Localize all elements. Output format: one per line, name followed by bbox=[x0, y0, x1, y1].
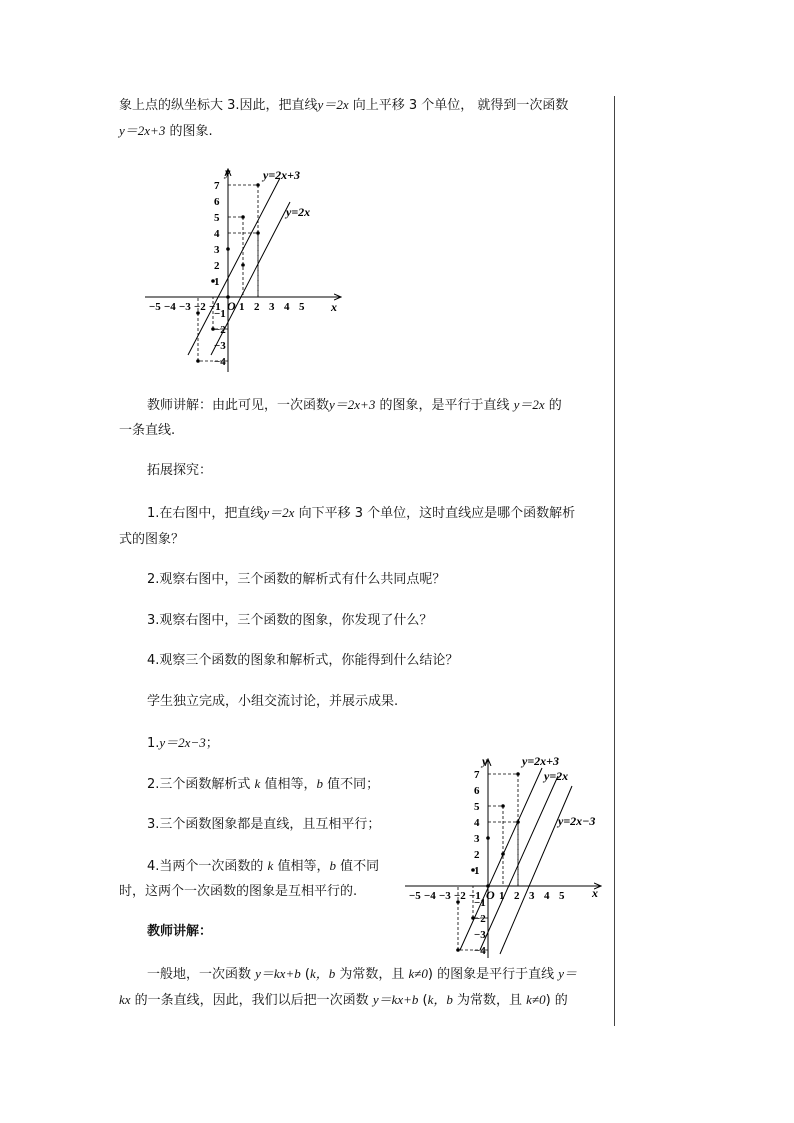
text-segment: ) 的 bbox=[545, 993, 568, 1008]
text-segment: ( bbox=[418, 993, 428, 1008]
text-segment: ； bbox=[205, 736, 219, 751]
text-segment: 一条直线. bbox=[119, 423, 176, 438]
text-segment: ) 的图象是平行于直线 bbox=[427, 967, 559, 982]
text-segment: 的一条直线，因此，我们以后把一次函数 bbox=[130, 993, 373, 1008]
answer-2 bbox=[147, 774, 379, 795]
text-segment: 的 bbox=[544, 398, 562, 413]
answer-4-line-1 bbox=[147, 856, 379, 877]
text-segment: 为常数，且 bbox=[335, 967, 409, 982]
condition: k≠0 bbox=[526, 992, 546, 1007]
y-tick-label: −1 bbox=[474, 897, 486, 909]
text-segment: 向上平移 3 个单位， 就得到一次函数 bbox=[348, 98, 569, 113]
x-tick-label: −5 bbox=[149, 301, 161, 313]
equation: y＝2x bbox=[317, 97, 349, 112]
text-segment: 值不同； bbox=[322, 777, 380, 792]
question-1-line-2: 式的图象？ bbox=[119, 532, 185, 547]
line-label-y-2x-plus-3: y=2x+3 bbox=[263, 168, 301, 182]
x-tick-label: −3 bbox=[439, 890, 451, 902]
y-tick-label: 2 bbox=[214, 260, 220, 272]
plotted-point bbox=[456, 948, 460, 952]
variables: k，b bbox=[309, 966, 336, 981]
text-segment: 值不同 bbox=[335, 859, 380, 874]
x-tick-label: 2 bbox=[254, 301, 260, 313]
y-tick-label: −3 bbox=[474, 929, 486, 941]
plotted-point bbox=[501, 852, 505, 856]
y-tick-label: −4 bbox=[474, 945, 486, 957]
origin-label: O bbox=[227, 299, 236, 313]
origin-label: O bbox=[486, 888, 495, 902]
graph-figure-2 bbox=[400, 750, 615, 960]
y-tick-label: 6 bbox=[474, 785, 480, 797]
x-tick-label: −4 bbox=[164, 301, 176, 313]
answer-4-line-2: 时，这两个一次函数的图象是互相平行的. bbox=[119, 884, 358, 899]
line-label-y-2x: y=2x bbox=[544, 769, 569, 783]
equation: y＝2x bbox=[513, 397, 545, 412]
question-4: 4.观察三个函数的图象和解析式，你能得到什么结论？ bbox=[147, 653, 459, 668]
variable-k: k bbox=[267, 858, 274, 873]
teacher-explanation-line-1 bbox=[147, 395, 562, 416]
plotted-point bbox=[256, 231, 260, 235]
x-tick-label: −5 bbox=[409, 890, 421, 902]
plotted-point bbox=[241, 263, 245, 267]
y-axis-label: y bbox=[225, 165, 231, 179]
conclusion-line-1 bbox=[147, 964, 577, 985]
graph-figure-1 bbox=[140, 160, 355, 375]
condition: k≠0 bbox=[408, 966, 428, 981]
y-tick-label: 1 bbox=[474, 865, 480, 877]
x-tick-label: 2 bbox=[514, 890, 520, 902]
x-tick-label: 5 bbox=[559, 890, 565, 902]
y-tick-label: −1 bbox=[214, 308, 226, 320]
conclusion-line-2 bbox=[119, 990, 568, 1011]
text-segment: 1.在右图中，把直线 bbox=[147, 506, 264, 521]
equation: y＝ bbox=[558, 966, 578, 981]
x-tick-label: −2 bbox=[454, 890, 466, 902]
equation: kx bbox=[119, 992, 131, 1007]
line-label-y-2x: y=2x bbox=[286, 205, 311, 219]
line-y-2x-minus-3 bbox=[500, 786, 572, 954]
plotted-point bbox=[241, 215, 245, 219]
answer-1 bbox=[147, 733, 219, 754]
y-axis-label: y bbox=[482, 754, 488, 768]
y-tick-label: 3 bbox=[474, 833, 480, 845]
plotted-point bbox=[501, 804, 505, 808]
y-tick-label: −4 bbox=[214, 356, 226, 368]
line-label-y-2x-minus-3: y=2x−3 bbox=[558, 814, 596, 828]
x-axis-label: x bbox=[592, 886, 598, 900]
text-segment: ( bbox=[300, 967, 310, 982]
x-tick-label: 1 bbox=[239, 301, 245, 313]
extension-title: 拓展探究： bbox=[147, 463, 213, 478]
question-2: 2.观察右图中，三个函数的解析式有什么共同点呢？ bbox=[147, 572, 446, 587]
y-tick-label: 3 bbox=[214, 244, 220, 256]
text-segment: 为常数，且 bbox=[452, 993, 527, 1008]
plotted-point bbox=[196, 359, 200, 363]
x-tick-label: 3 bbox=[529, 890, 535, 902]
x-tick-label: −3 bbox=[179, 301, 191, 313]
equation: y＝kx+b bbox=[372, 992, 419, 1007]
x-tick-label: 1 bbox=[499, 890, 505, 902]
answer-3: 3.三个函数图象都是直线，且互相平行； bbox=[147, 817, 381, 832]
line-y-2x bbox=[480, 776, 558, 950]
x-tick-label: −4 bbox=[424, 890, 436, 902]
equation: y＝kx+b bbox=[255, 966, 301, 981]
x-tick-label: 3 bbox=[269, 301, 275, 313]
equation: y＝2x+3 bbox=[119, 123, 166, 138]
text-segment: 向下平移 3 个单位，这时直线应是哪个函数解析 bbox=[294, 506, 576, 521]
line-y-2x-plus-3 bbox=[188, 178, 280, 355]
text-segment: 的图象. bbox=[165, 124, 213, 139]
variables: k，b bbox=[427, 992, 453, 1007]
x-tick-label: 4 bbox=[544, 890, 550, 902]
y-tick-label: 1 bbox=[214, 276, 220, 288]
text-segment: 教师讲解：由此可见，一次函数 bbox=[147, 398, 330, 413]
variable-b: b bbox=[329, 858, 336, 873]
y-tick-label: 4 bbox=[214, 228, 220, 240]
text-segment: 1. bbox=[147, 736, 160, 751]
x-tick-label: −1 bbox=[469, 890, 481, 902]
y-tick-label: −2 bbox=[214, 324, 226, 336]
y-tick-label: 7 bbox=[214, 180, 220, 192]
text-segment: 4.当两个一次函数的 bbox=[147, 859, 268, 874]
y-tick-label: 5 bbox=[474, 801, 480, 813]
equation: y＝2x−3 bbox=[159, 735, 206, 750]
variable-b: b bbox=[316, 776, 323, 791]
plotted-point bbox=[516, 820, 520, 824]
y-tick-label: 7 bbox=[474, 769, 480, 781]
y-tick-label: 4 bbox=[474, 817, 480, 829]
plotted-point bbox=[256, 183, 260, 187]
line-y-2x-plus-3 bbox=[460, 768, 542, 950]
x-axis-label: x bbox=[331, 300, 337, 314]
plotted-point bbox=[226, 247, 230, 251]
x-tick-label: −2 bbox=[194, 301, 206, 313]
text-segment: 象上点的纵坐标大 3.因此，把直线 bbox=[119, 98, 318, 113]
equation: y＝2x bbox=[263, 505, 295, 520]
x-tick-label: −1 bbox=[209, 301, 221, 313]
x-tick-label: 4 bbox=[284, 301, 290, 313]
question-1-line-1 bbox=[147, 503, 575, 524]
paragraph-line-2 bbox=[119, 121, 213, 142]
y-tick-label: 2 bbox=[474, 849, 480, 861]
text-segment: 值相等， bbox=[260, 777, 317, 792]
paragraph-line-1 bbox=[119, 95, 568, 116]
group-discussion: 学生独立完成，小组交流讨论，并展示成果. bbox=[147, 694, 399, 709]
text-segment: 的图象，是平行于直线 bbox=[375, 398, 514, 413]
text-segment: 2.三个函数解析式 bbox=[147, 777, 255, 792]
teacher-explanation-heading: 教师讲解： bbox=[147, 924, 213, 939]
y-tick-label: −2 bbox=[474, 913, 486, 925]
question-3: 3.观察右图中，三个函数的图象，你发现了什么？ bbox=[147, 613, 433, 628]
y-tick-label: 5 bbox=[214, 212, 220, 224]
plotted-point bbox=[486, 836, 490, 840]
teacher-explanation-line-2 bbox=[119, 421, 175, 441]
x-tick-label: 5 bbox=[299, 301, 305, 313]
y-tick-label: −3 bbox=[214, 340, 226, 352]
text-segment: 一般地，一次函数 bbox=[147, 967, 256, 982]
plotted-point bbox=[516, 772, 520, 776]
line-label-y-2x-plus-3: y=2x+3 bbox=[522, 754, 560, 768]
variable-k: k bbox=[254, 776, 261, 791]
equation: y＝2x+3 bbox=[329, 397, 376, 412]
text-segment: 值相等， bbox=[273, 859, 330, 874]
y-tick-label: 6 bbox=[214, 196, 220, 208]
